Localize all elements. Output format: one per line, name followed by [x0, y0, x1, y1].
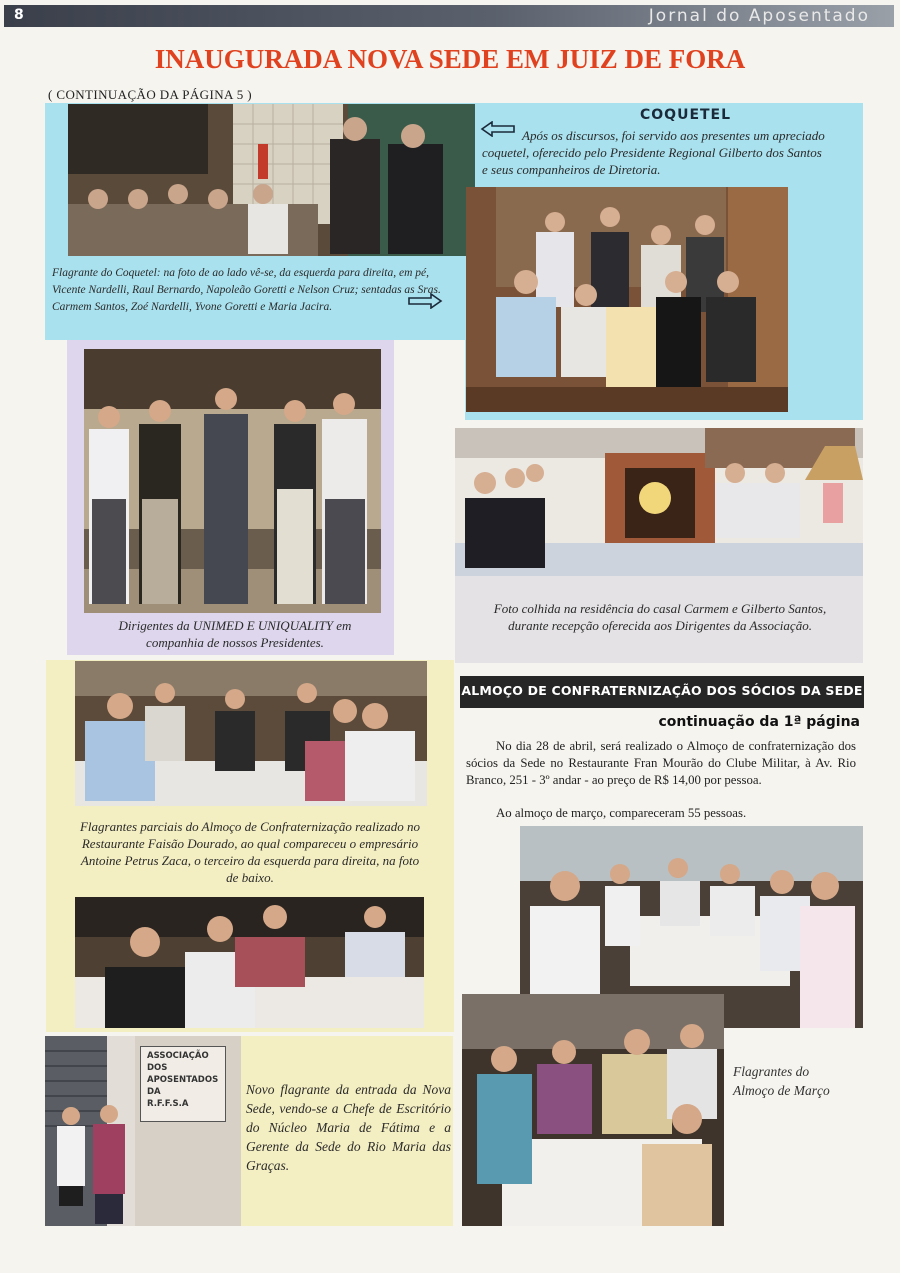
photo-residencia [455, 428, 863, 576]
sign-line-2: DOS [147, 1063, 168, 1073]
continuation-note: ( CONTINUAÇÃO DA PÁGINA 5 ) [48, 87, 252, 102]
sign-line-1: ASSOCIAÇÃO [147, 1051, 209, 1061]
almoco-subtitle: continuação da 1ª página [658, 714, 860, 730]
caption-entrada-sede: Novo flagrante da entrada da Nova Sede, vendo-se a Chefe de Escritório do Núcleo Maria de Fátima e a Gerente da Sede do Rio Maria das Graças. [246, 1082, 451, 1173]
photo-almoco-marco-2 [462, 994, 724, 1226]
almoco-title: ALMOÇO DE CONFRATERNIZAÇÃO DOS SÓCIOS DA SEDE [461, 683, 863, 698]
caption-dirigentes: Dirigentes da UNIMED E UNIQUALITY em companhia de nossos Presidentes. [118, 618, 352, 650]
headline: INAUGURADA NOVA SEDE EM JUIZ DE FORA [154, 44, 746, 74]
caption-almoco-marco: Flagrantes do Almoço de Março [733, 1064, 830, 1098]
almoco-paragraph-1: No dia 28 de abril, será realizado o Almoço de confraternização dos sócios da Sede no Restaurante Fran Mourão do Clube Militar, à Av. Rio Branco, 251 - 3º andar - ao preço de R$ 14,00 por pessoa. [466, 739, 856, 787]
photo-coquetel-reception [68, 104, 475, 256]
page-number: 8 [14, 7, 24, 23]
sign-line-4: DA [147, 1087, 161, 1097]
sign-line-3: APOSENTADOS [147, 1075, 219, 1085]
caption-coquetel-flagrante: Flagrante do Coquetel: na foto de ao lado vê-se, da esquerda para direita, em pé, Vicente Nardelli, Raul Bernardo, Napoleão Goretti e Nelson Cruz; sentadas as Sras. Carmem Santos, Zoé Nardelli, Yvone Goretti e Maria Jacira. [52, 267, 441, 313]
photo-almoco-parcial-2 [75, 897, 424, 1028]
journal-name: Jornal do Aposentado [648, 6, 870, 26]
arrow-right-icon [407, 293, 443, 309]
coquetel-text: Após os discursos, foi servido aos presentes um apreciado coquetel, oferecido pelo Presidente Regional Gilberto dos Santos e seus companheiros de Diretoria. [482, 128, 825, 177]
photo-coquetel-group [466, 187, 788, 412]
caption-residencia: Foto colhida na residência do casal Carmem e Gilberto Santos, durante recepção oferecida aos Dirigentes da Associação. [493, 601, 827, 633]
sign-line-5: R.F.F.S.A [147, 1099, 189, 1109]
almoco-paragraph-2: Ao almoço de março, compareceram 55 pessoas. [496, 806, 747, 820]
association-sign [140, 1046, 226, 1122]
coquetel-title: COQUETEL [640, 107, 732, 123]
caption-almoco-parciais: Flagrantes parciais do Almoço de Confraternização realizado no Restaurante Faisão Dourado, ao qual compareceu o empresário Antoine Petrus Zaca, o terceiro da esquerda para direita, na foto de baixo. [79, 819, 421, 885]
photo-dirigentes [84, 349, 381, 613]
photo-almoco-parcial-1 [75, 661, 427, 806]
